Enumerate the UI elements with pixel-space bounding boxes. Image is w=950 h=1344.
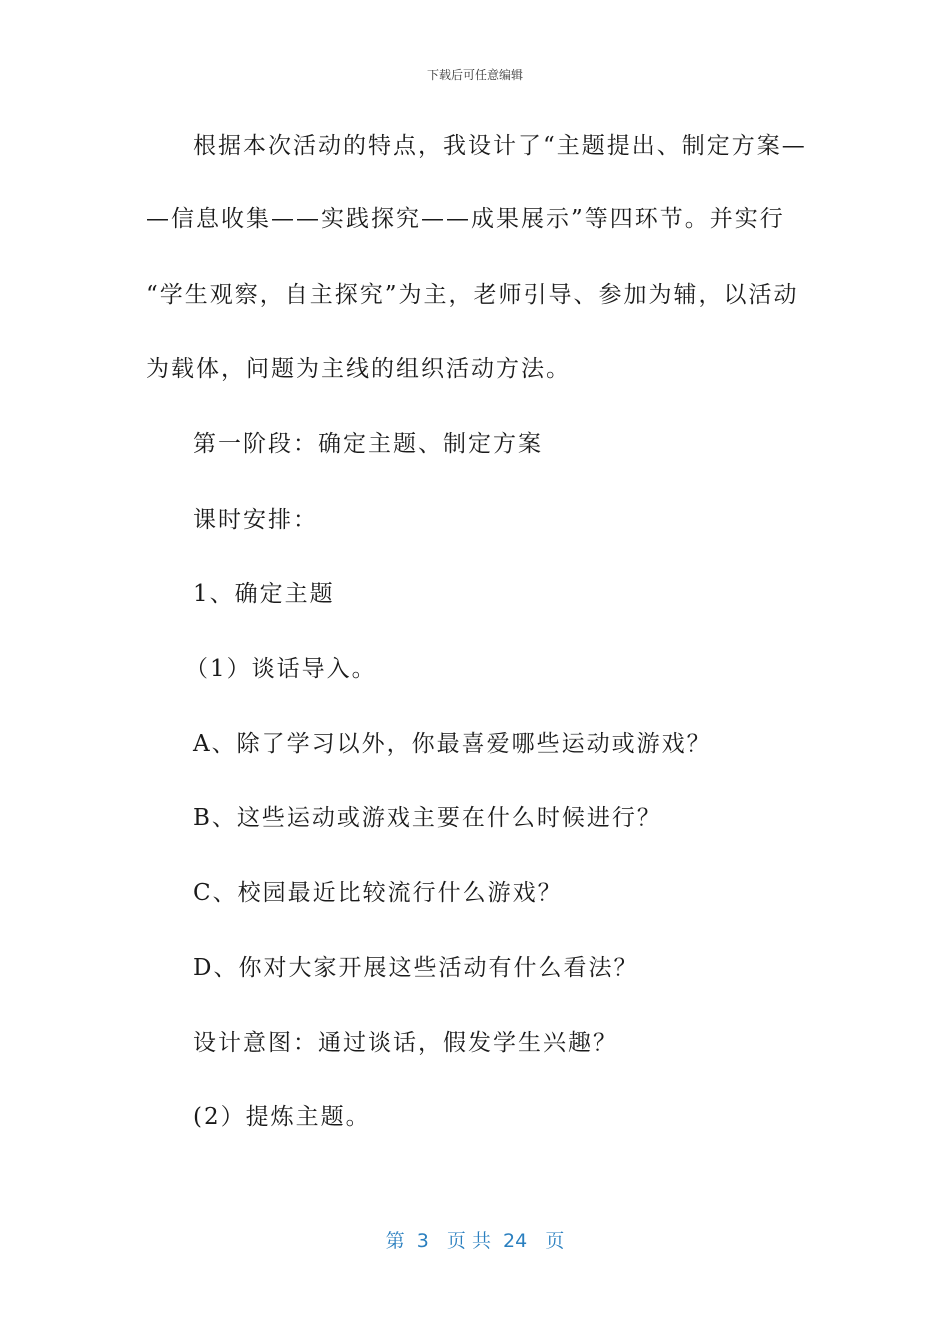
sub-item-1: （1）谈话导入。 [185, 656, 377, 682]
paragraph-line-3: “学生观察，自主探究”为主，老师引导、参加为辅，以活动 [146, 282, 799, 308]
paragraph-line-1: 根据本次活动的特点，我设计了“主题提出、制定方案— [193, 133, 807, 159]
question-c: C、校园最近比较流行什么游戏？ [193, 880, 563, 906]
page-footer: 第 3 页 共 24 页 [385, 1230, 565, 1252]
paragraph-line-2: —信息收集——实践探究——成果展示”等四环节。并实行 [146, 206, 785, 232]
schedule-label: 课时安排： [193, 507, 318, 533]
design-intent: 设计意图：通过谈话，假发学生兴趣？ [193, 1030, 618, 1056]
question-b: B、这些运动或游戏主要在什么时候进行？ [193, 805, 662, 831]
stage-heading: 第一阶段：确定主题、制定方案 [193, 431, 543, 457]
sub-item-2: (2）提炼主题。 [193, 1104, 371, 1130]
item-1-heading: 1、确定主题 [193, 581, 335, 607]
paragraph-line-4: 为载体，问题为主线的组织活动方法。 [146, 356, 571, 382]
question-a: A、除了学习以外，你最喜爱哪些运动或游戏？ [193, 731, 712, 757]
question-d: D、你对大家开展这些活动有什么看法？ [193, 955, 639, 981]
page-header: 下载后可任意编辑 [426, 68, 523, 82]
